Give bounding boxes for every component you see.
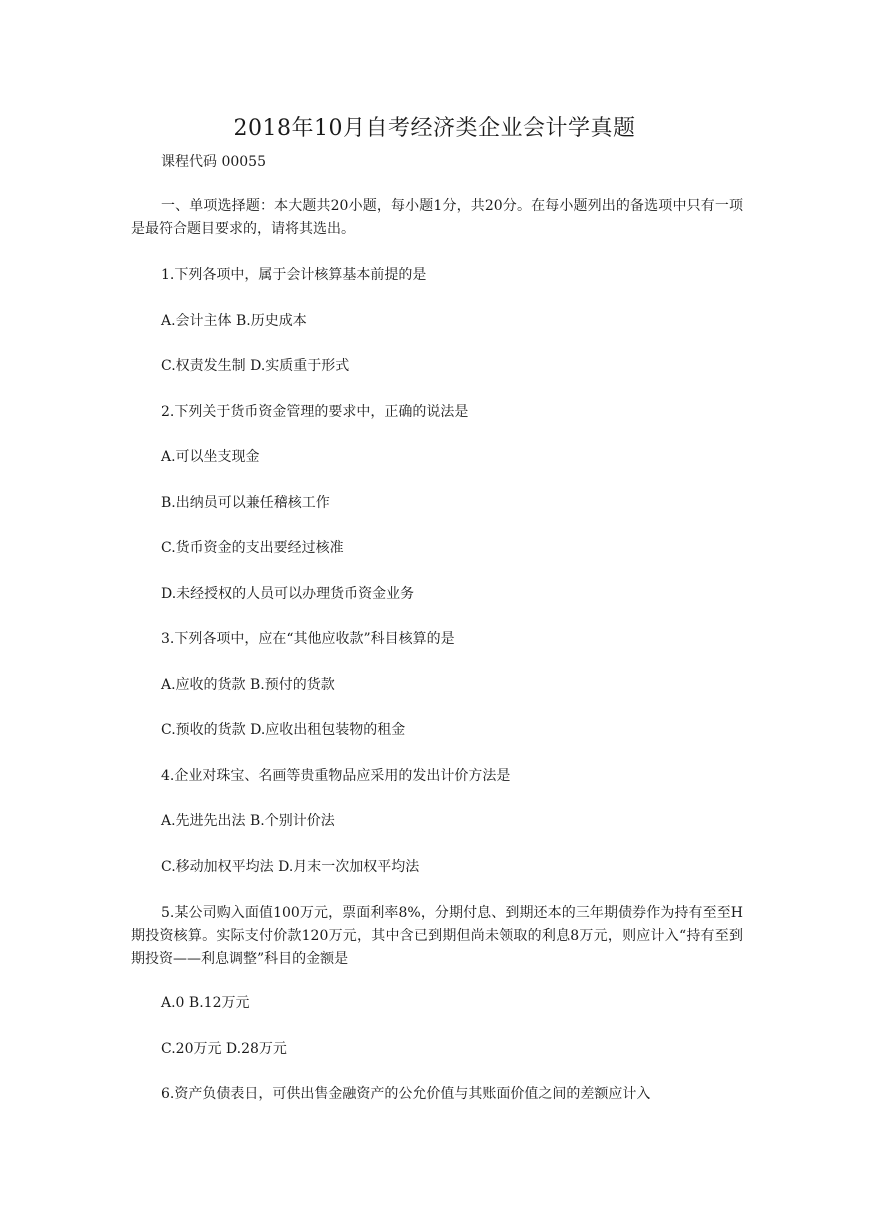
- page-title: 2018年10月自考经济类企业会计学真题: [233, 116, 636, 141]
- question-1-stem: 1.下列各项中，属于会计核算基本前提的是: [161, 267, 427, 283]
- question-2-option-line: D.未经授权的人员可以办理货币资金业务: [161, 586, 415, 602]
- question-4-option-line: A.先进先出法 B.个别计价法: [161, 813, 335, 829]
- course-code: 课程代码 00055: [161, 154, 266, 170]
- question-3-stem: 3.下列各项中，应在“其他应收款”科目核算的是: [161, 631, 455, 647]
- question-3-option-line: C.预收的货款 D.应收出租包装物的租金: [161, 722, 406, 738]
- question-4-option-line: C.移动加权平均法 D.月末一次加权平均法: [161, 859, 420, 875]
- question-1-option-line: C.权责发生制 D.实质重于形式: [161, 358, 350, 374]
- question-4-stem: 4.企业对珠宝、名画等贵重物品应采用的发出计价方法是: [161, 768, 511, 784]
- section-intro: 一、单项选择题：本大题共20小题，每小题1分，共20分。在每小题列出的备选项中只有一项是最符合题目要求的，请将其选出。: [131, 198, 743, 237]
- question-5-option-line: A.0 B.12万元: [161, 995, 250, 1011]
- question-3-option-line: A.应收的货款 B.预付的货款: [161, 677, 335, 693]
- question-2-stem: 2.下列关于货币资金管理的要求中，正确的说法是: [161, 404, 469, 420]
- question-6-stem: 6.资产负债表日，可供出售金融资产的公允价值与其账面价值之间的差额应计入: [161, 1086, 651, 1102]
- question-1-option-line: A.会计主体 B.历史成本: [161, 313, 307, 329]
- question-2-option-line: B.出纳员可以兼任稽核工作: [161, 495, 330, 511]
- question-2-option-line: C.货币资金的支出要经过核准: [161, 540, 344, 556]
- question-2-option-line: A.可以坐支现金: [161, 449, 260, 465]
- question-5-option-line: C.20万元 D.28万元: [161, 1041, 287, 1057]
- question-5-stem: 5.某公司购入面值100万元，票面利率8%，分期付息、到期还本的三年期债券作为持有至至H期投资核算。实际支付价款120万元，其中含已到期但尚未领取的利息8万元，则应计入“持有至到期投资——利息调整”科目的金额是: [131, 905, 743, 967]
